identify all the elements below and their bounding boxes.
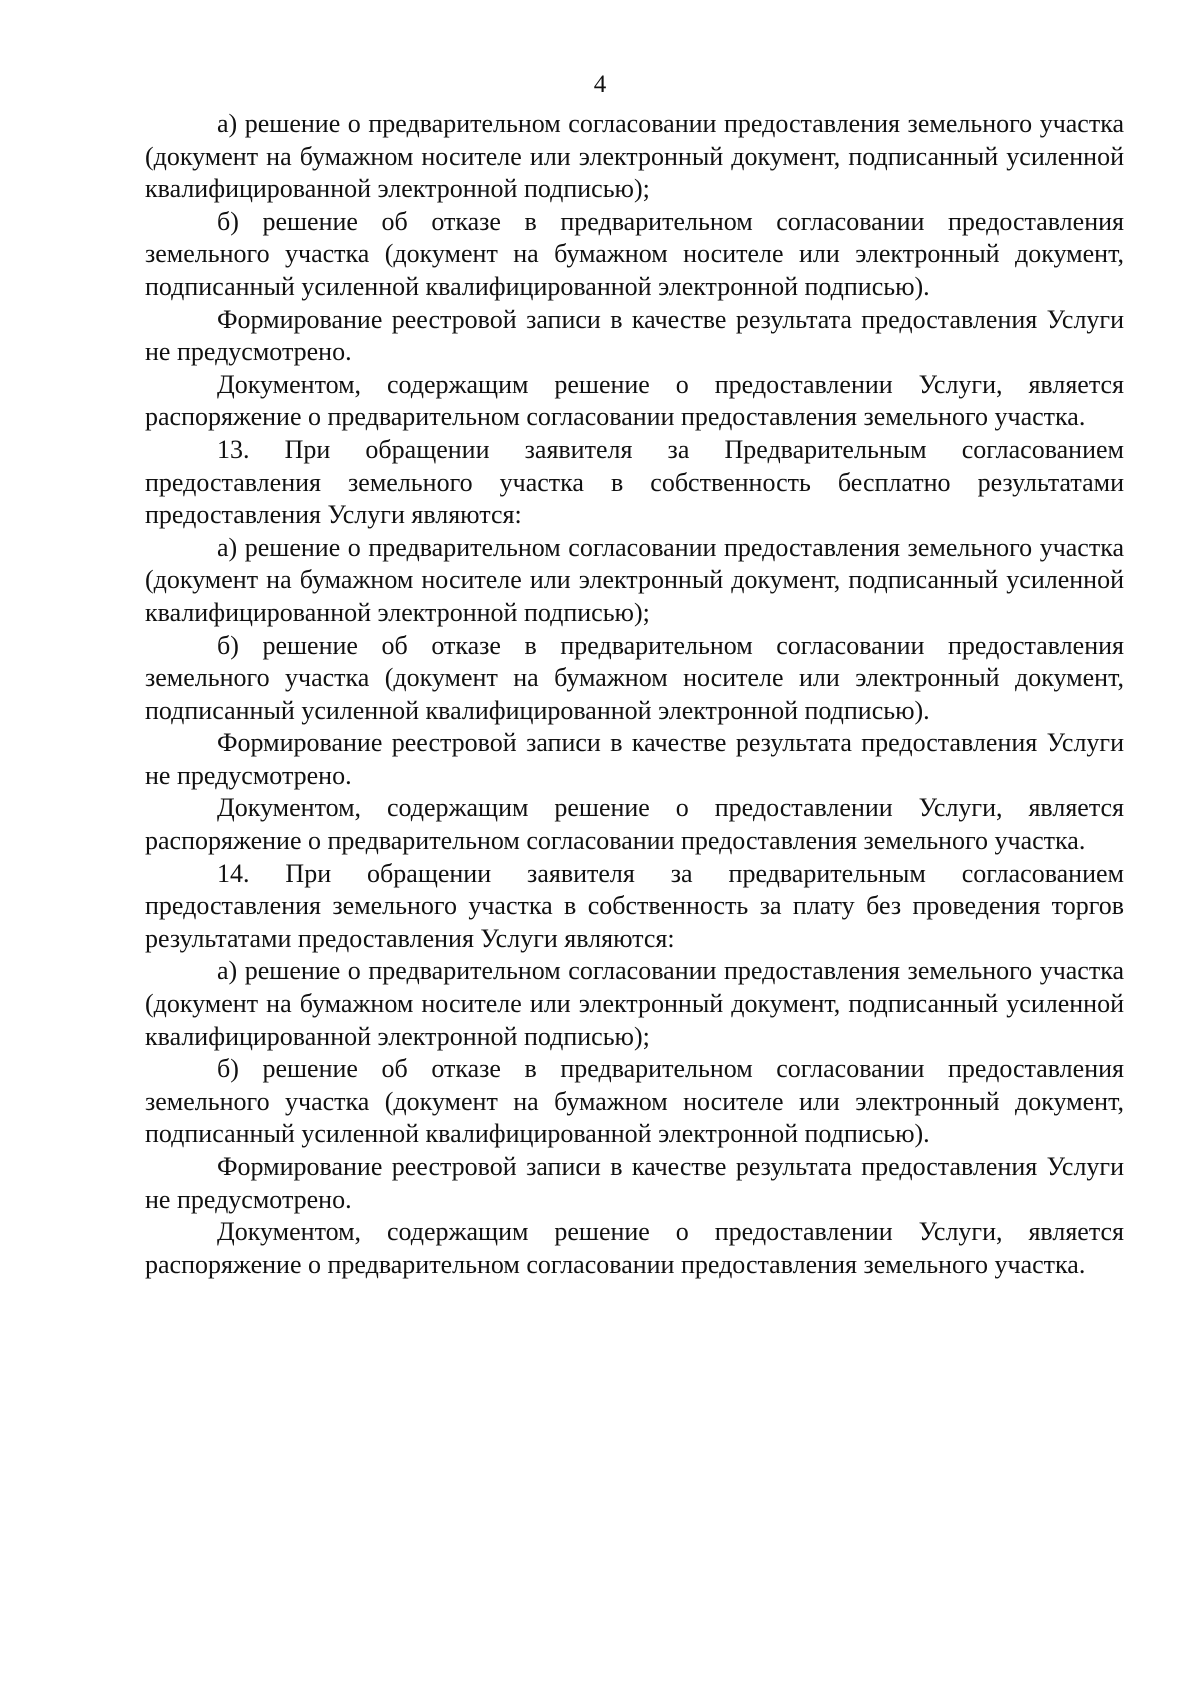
paragraph-item-a: а) решение о предварительном согласовании предоставления земельного участка (документ на бумажном носителе или электронный документ, подписанный усиленной квалифицированной электронной подписью);: [145, 109, 1124, 204]
document-body: [145, 108, 1124, 1281]
paragraph-decision-document: Документом, содержащим решение о предоставлении Услуги, является распоряжение о предварительном согласовании предоставления земельного участка.: [145, 793, 1124, 856]
paragraph-registry-note: Формирование реестровой записи в качестве результата предоставления Услуги не предусмотрено.: [145, 304, 1124, 367]
paragraph-registry-note: Формирование реестровой записи в качестве результата предоставления Услуги не предусмотрено.: [145, 728, 1124, 790]
paragraph-registry-note: Формирование реестровой записи в качестве результата предоставления Услуги не предусмотрено.: [145, 1152, 1124, 1214]
page-number: 4: [593, 71, 607, 98]
paragraph-item-a: а) решение о предварительном согласовании предоставления земельного участка (документ на бумажном носителе или электронный документ, подписанный усиленной квалифицированной электронной подписью);: [145, 532, 1124, 627]
paragraph-item-b: б) решение об отказе в предварительном согласовании предоставления земельного участка (документ на бумажном носителе или электронный документ, подписанный усиленной квалифицированной электронной подписью).: [145, 1054, 1124, 1149]
paragraph-clause-14: 14. При обращении заявителя за предварительным согласованием предоставления земельного участка в собственность за плату без проведения торгов результатами предоставления Услуги являются:: [145, 858, 1124, 953]
paragraph-clause-13: 13. При обращении заявителя за Предварительным согласованием предоставления земельного участка в собственность бесплатно результатами предоставления Услуги являются:: [145, 434, 1124, 530]
paragraph-decision-document: Документом, содержащим решение о предоставлении Услуги, является распоряжение о предварительном согласовании предоставления земельного участка.: [145, 1217, 1124, 1279]
paragraph-item-b: б) решение об отказе в предварительном согласовании предоставления земельного участка (документ на бумажном носителе или электронный документ, подписанный усиленной квалифицированной электронной подписью).: [145, 630, 1124, 725]
paragraph-item-a: а) решение о предварительном согласовании предоставления земельного участка (документ на бумажном носителе или электронный документ, подписанный усиленной квалифицированной электронной подписью);: [145, 956, 1124, 1051]
paragraph-decision-document: Документом, содержащим решение о предоставлении Услуги, является распоряжение о предварительном согласовании предоставления земельного участка.: [145, 369, 1124, 432]
paragraph-item-b: б) решение об отказе в предварительном согласовании предоставления земельного участка (документ на бумажном носителе или электронный документ, подписанный усиленной квалифицированной электронной подписью).: [145, 206, 1124, 301]
